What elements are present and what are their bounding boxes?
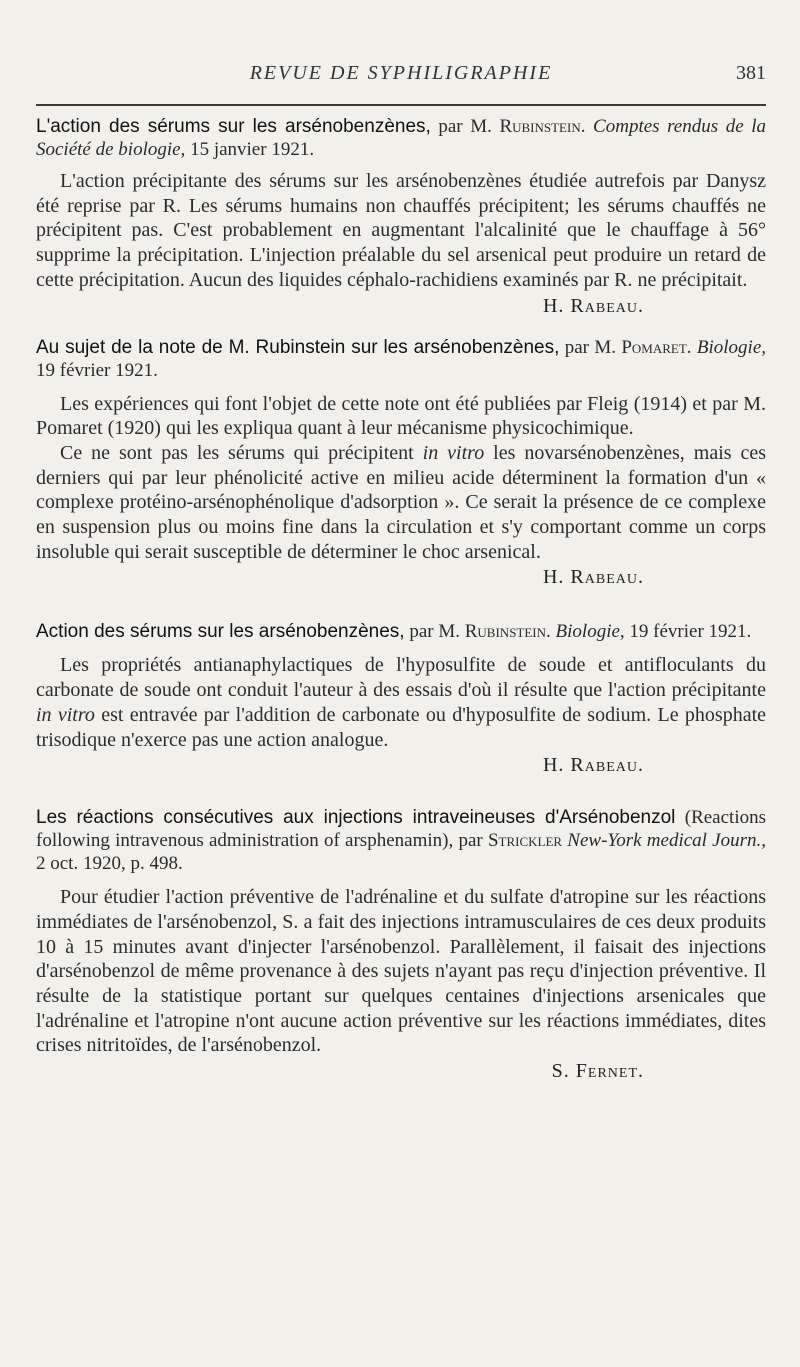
article-4 (36, 806, 766, 1084)
page-number: 381 (736, 62, 766, 84)
running-header (36, 62, 766, 92)
article-heading (36, 806, 766, 875)
article-signature: H. Rabeau. (542, 294, 644, 317)
article-by: par M. (564, 336, 616, 358)
running-title: REVUE DE SYPHILIGRAPHIE (249, 62, 553, 84)
article-by: par (458, 830, 483, 852)
paragraph-italic: in vitro (36, 703, 95, 726)
article-paragraph: Les expériences qui font l'objet de cette note ont été publiées par Fleig (1914) et par M. Pomaret (1920) qui les expliqua quant à leur mécanisme physicochimique. (36, 392, 766, 440)
article-heading (36, 620, 766, 643)
paragraph-text: Les propriétés antianaphylactiques de l'hyposulfite de soude et antifloculants du carbonate de soude ont conduit l'auteur à des essais d'où il résulte que l'action précipitante (36, 654, 766, 702)
article-title: Les réactions consécutives aux injections intraveineuses d'Arsénobenzol (36, 807, 676, 829)
article-source: Comptes rendus de la Société de biologie, (36, 116, 767, 160)
article-1 (36, 115, 766, 319)
article-paragraph: L'action précipitante des sérums sur les arsénobenzènes étudiée autrefois par Danysz été reprise par R. Les sérums humains non chauffés précipitent; les sérums chauffés ne précipitent pas. C'est probablement en augmentant l'alcalinité que le chauffage à 56° supprime la précipitation. L'injection préalable du sel arsenical peut produire un retard de cette précipitation. Aucun des liquides céphalo-rachidiens examinés par R. ne précipitait. (36, 170, 766, 291)
article-title: L'action des sérums sur les arsénobenzènes, (36, 116, 431, 137)
article-author: Rubinstein. (464, 621, 551, 643)
article-date: 2 oct. 1920, p. 498. (36, 853, 183, 875)
article-source: Biologie, (555, 621, 625, 643)
article-by: par M. (438, 116, 492, 137)
article-author: Pomaret. (621, 336, 692, 358)
article-source: Biologie, (696, 336, 767, 358)
article-subtitle: (Reactions following intravenous administration of arsphenamin), (36, 807, 767, 852)
article-signature: S. Fernet. (551, 1060, 644, 1083)
paragraph-text: les novarsénobenzènes, mais ces derniers qui par leur phénolicité active en milieu acide déterminent la formation d'un « complexe protéino-arsénophénolique d'adsorption ». Ce serait la présence de ce complexe en suspension plus ou moins fine dans la circulation et s'y comportant comme un corps insoluble qui serait susceptible de déterminer le choc arsenical. (36, 441, 767, 563)
article-paragraph (36, 653, 766, 752)
article-signature: H. Rabeau. (542, 754, 644, 777)
paragraph-text: est entravée par l'addition de carbonate ou d'hyposulfite de sodium. Le phosphate trisodique n'exerce pas une action analogue. (36, 703, 766, 751)
article-signature: H. Rabeau. (542, 566, 644, 589)
article-paragraph (36, 441, 766, 565)
paragraph-italic: in vitro (422, 441, 485, 464)
article-date: 19 février 1921. (36, 359, 158, 381)
article-3 (36, 620, 766, 778)
article-date: 15 janvier 1921. (190, 139, 315, 160)
article-author: Rubinstein. (499, 116, 586, 137)
paragraph-text: Ce ne sont pas les sérums qui précipitent (60, 441, 414, 464)
article-2 (36, 336, 766, 591)
article-heading (36, 336, 766, 382)
header-rule (36, 104, 766, 106)
article-title: Action des sérums sur les arsénobenzènes, (36, 621, 405, 643)
article-by: par M. (409, 621, 460, 643)
article-title: Au sujet de la note de M. Rubinstein sur les arsénobenzènes, (36, 336, 560, 358)
page-body (36, 115, 766, 1084)
article-date: 19 février 1921. (629, 621, 752, 643)
article-author: Strickler (487, 830, 563, 852)
article-source: New-York medical Journ., (567, 830, 766, 852)
article-paragraph: Pour étudier l'action préventive de l'adrénaline et du sulfate d'atropine sur les réactions immédiates de l'arsénobenzol, S. a fait des injections intramusculaires de ces deux produits 10 à 15 minutes avant d'injecter l'arsénobenzol. Parallèlement, il faisait des injections d'arsénobenzol de même provenance à des sujets n'ayant pas reçu d'injection préventive. Il résulte de la statistique portant sur quelques centaines d'injections arsenicales que l'adrénaline et l'atropine n'ont aucune action préventive sur les réactions immédiates, dites crises nitritoïdes, de l'arsénobenzol. (36, 886, 766, 1057)
article-heading (36, 115, 766, 161)
